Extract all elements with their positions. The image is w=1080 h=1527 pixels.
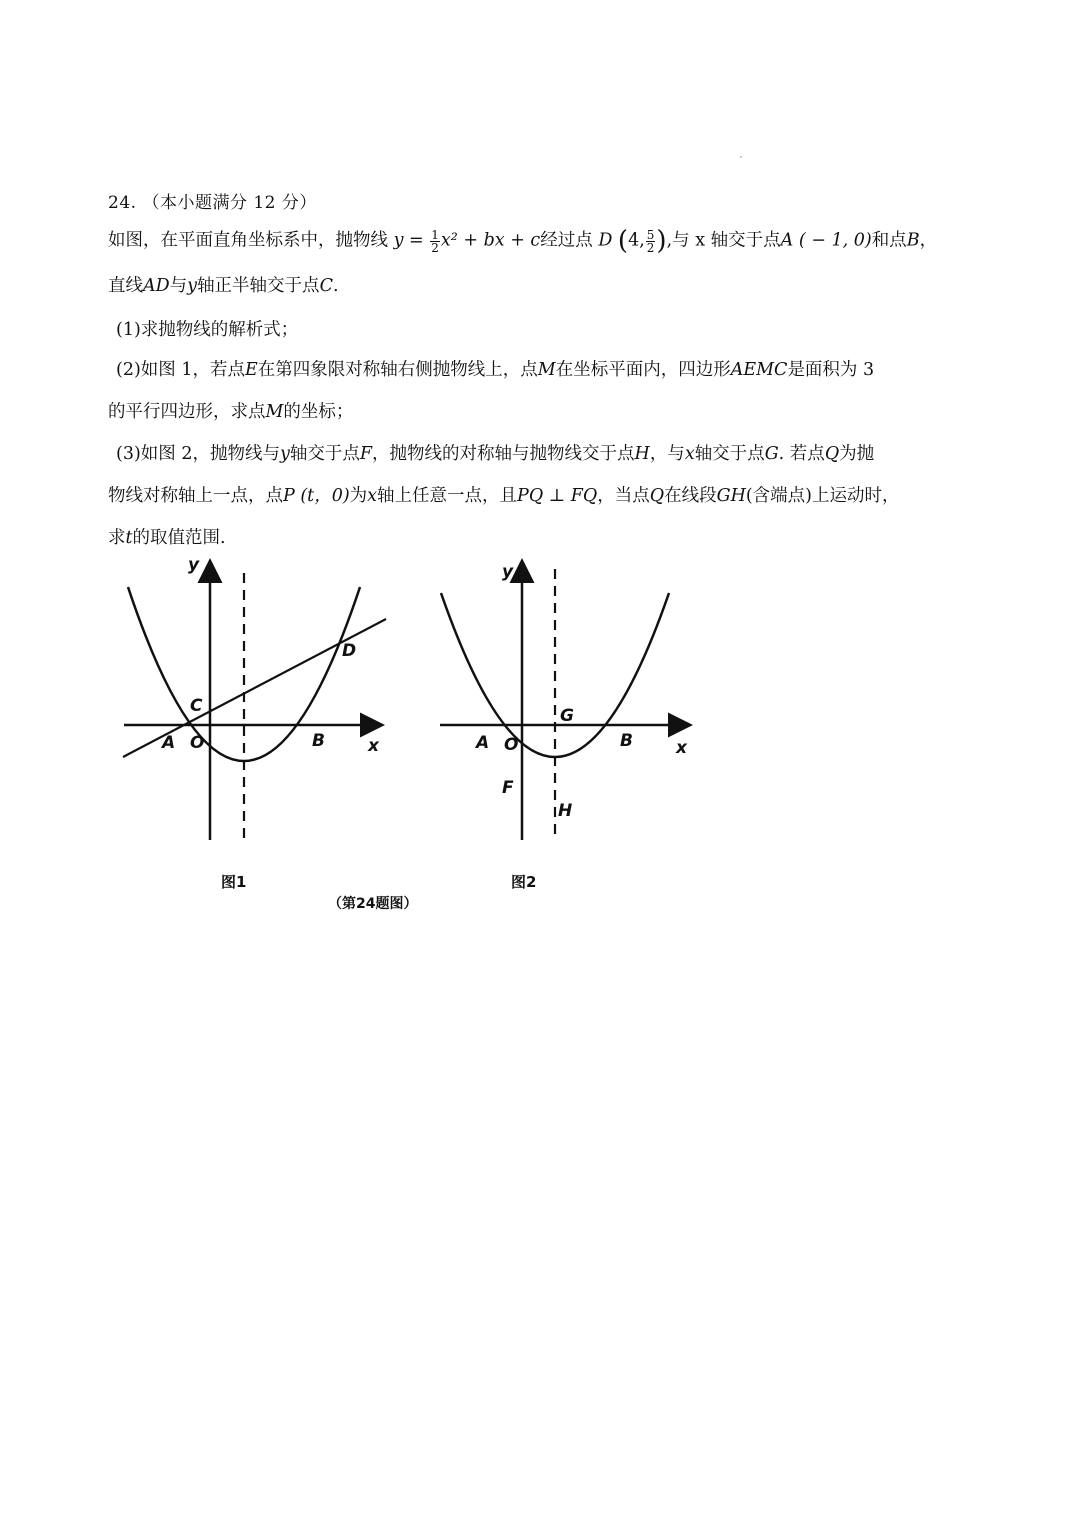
- label-x: x: [368, 736, 379, 756]
- fraction-five-halves: $\frac{5}{2}$: [646, 227, 655, 255]
- label-o: O: [190, 733, 205, 753]
- question-intro-line: 如图，在平面直角坐标系中，抛物线 y = $\frac{1}{2}$ x² + bx + c经过点 D (4, $\frac{5}{2}$ ),与 x 轴交于点A ( − 1, 0)和点B，: [108, 226, 938, 256]
- label-o: O: [504, 735, 519, 755]
- fraction-one-half: $\frac{1}{2}$: [431, 227, 439, 255]
- part-2: (2)如图 1，若点E在第四象限对称轴右侧抛物线上，点M在坐标平面内，四边形AEMC是面积为 3: [116, 360, 875, 380]
- label-y: y: [502, 562, 514, 582]
- part-3-end: 求t的取值范围.: [108, 528, 226, 548]
- label-d: D: [342, 641, 357, 661]
- question-header: 24. （本小题满分 12 分）: [108, 193, 317, 213]
- label-a: A: [476, 733, 490, 753]
- part-3: (3)如图 2，抛物线与y轴交于点F，抛物线的对称轴与抛物线交于点H，与x轴交于点G. 若点Q为抛: [116, 444, 875, 464]
- figure-2: [430, 555, 710, 855]
- label-a: A: [162, 733, 176, 753]
- question-intro-line-2: 直线AD与y轴正半轴交于点C.: [108, 276, 339, 296]
- label-f: F: [502, 778, 514, 798]
- part-3-continued: 物线对称轴上一点，点P (t，0)为x轴上任意一点，且PQ ⊥ FQ，当点Q在线段GH(含端点)上运动时，: [108, 486, 900, 506]
- figure-1-caption: 图1: [221, 873, 247, 891]
- label-g: G: [560, 706, 574, 726]
- label-b: B: [620, 731, 633, 751]
- label-c: C: [190, 696, 203, 716]
- label-b: B: [312, 731, 325, 751]
- part-2-continued: 的平行四边形，求点M的坐标；: [108, 402, 354, 422]
- figure-2-caption: 图2: [511, 873, 537, 891]
- figures-caption: （第24题图）: [328, 896, 418, 912]
- label-x: x: [676, 738, 687, 758]
- figure-1: [108, 555, 408, 855]
- part-1: (1)求抛物线的解析式；: [116, 320, 299, 340]
- scan-speck: [740, 156, 742, 158]
- label-h: H: [558, 801, 573, 821]
- label-y: y: [188, 555, 200, 575]
